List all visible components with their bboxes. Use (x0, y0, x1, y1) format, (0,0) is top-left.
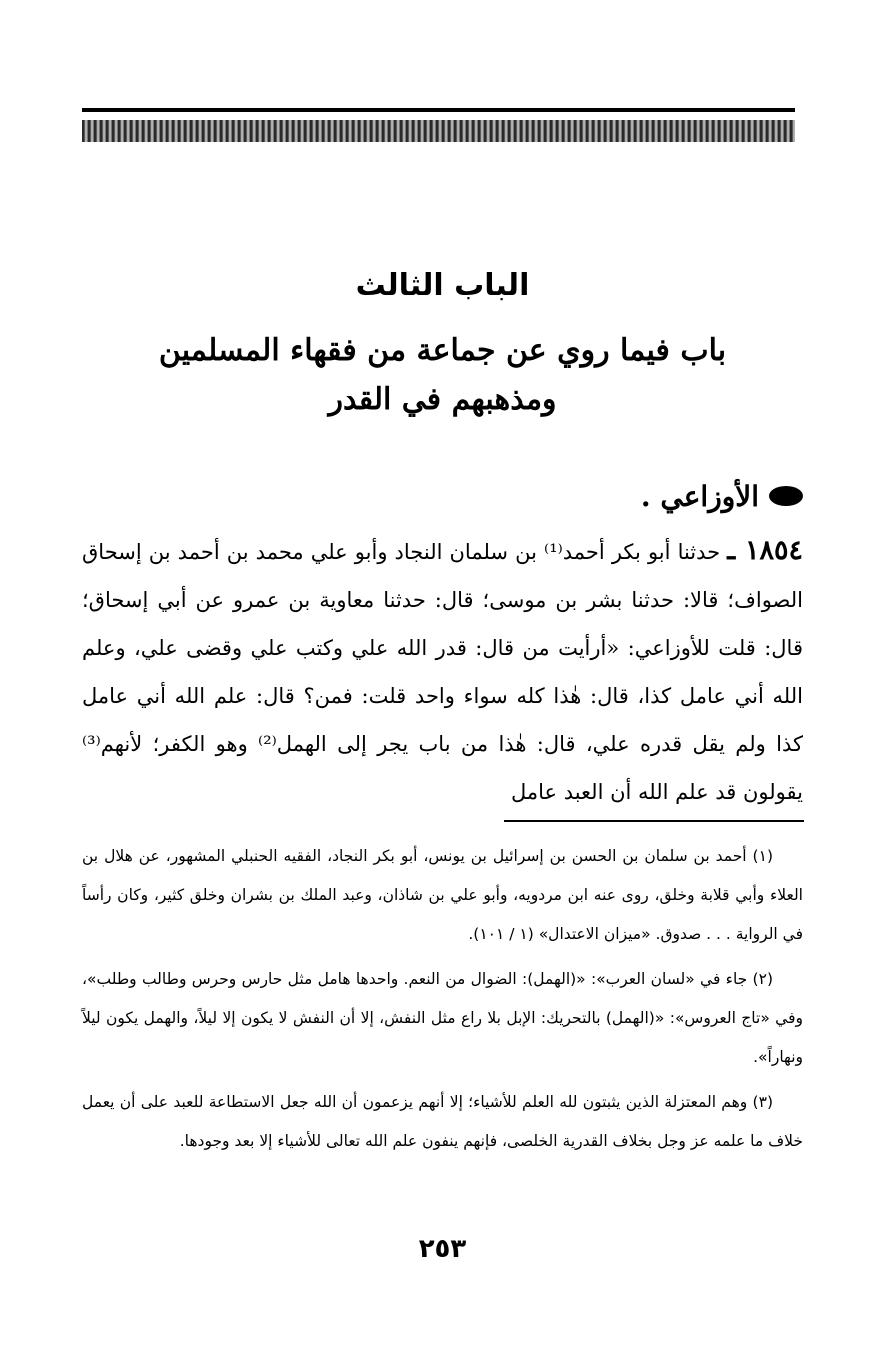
footnote-3: (٣) وهم المعتزلة الذين يثبتون لله العلم للأشياء؛ إلا أنهم يزعمون أن الله جعل الاستطاعة للعبد على أن يعمل خلاف ما علمه عز وجل بخلاف القدرية الخلصى، فإنهم ينفون علم الله تعالى للأشياء إلا بعد وجودها. (82, 1093, 803, 1150)
footnote-2: (٢) جاء في «لسان العرب»: «(الهمل): الضوال من النعم. واحدها هامل مثل حارس وحرس وطالب وطلب»، وفي «تاج العروس»: «(الهمل) بالتحريك: الإبل بلا راع مثل النفش، إلا أن النفش لا يكون إلا ليلاً، والهمل يكون ليلاً ونهاراً». (82, 970, 803, 1066)
footnotes (82, 837, 803, 1161)
header-rule (82, 108, 795, 112)
bullet-icon (769, 486, 803, 506)
header-pattern-bar (82, 120, 795, 142)
footnote-1: (١) أحمد بن سلمان بن الحسن بن إسرائيل بن يونس، أبو بكر النجاد، الفقيه الحنبلي المشهور، عن هلال بن العلاء وأبي قلابة وخلق، روى عنه ابن مردويه، وأبو علي بن شاذان، وعبد الملك بن بشران وخلق كثير، وكان رأساً في الرواية . . . صدوق. «ميزان الاعتدال» (١ / ١٠١). (82, 847, 803, 943)
section-heading (641, 476, 803, 516)
chapter-title-line-1: باب فيما روي عن جماعة من فقهاء المسلمين (158, 333, 727, 368)
footnote-separator (504, 820, 804, 822)
header-ornament (82, 108, 795, 146)
chapter-heading: الباب الثالث (355, 268, 530, 303)
section-title: الأوزاعي . (640, 479, 759, 513)
hadith-paragraph (82, 527, 803, 816)
hadith-body (82, 527, 803, 816)
page-number: ٢٥٣ (418, 1234, 467, 1264)
hadith-number: ١٨٥٤ ـ (727, 535, 803, 566)
hadith-text: حدثنا أبو بكر أحمد⁽¹⁾ بن سلمان النجاد وأبو علي محمد بن أحمد بن إسحاق الصواف؛ قالا: حدثنا بشر بن موسى؛ قال: حدثنا معاوية بن عمرو عن أبي إسحاق؛ قال: قلت للأوزاعي: «أرأيت من قال: قدر الله علي وكتب علي وقضى علي، وعلم الله أني عامل كذا، قال: هٰذا كله سواء واحد قلت: فمن؟ قال: علم الله أني عامل كذا ولم يقل قدره علي، قال: هٰذا من باب يجر إلى الهمل⁽²⁾ وهو الكفر؛ لأنهم⁽³⁾ يقولون قد علم الله أن العبد عامل (82, 540, 803, 804)
chapter-title-line-2: ومذهبهم في القدر (328, 382, 557, 417)
